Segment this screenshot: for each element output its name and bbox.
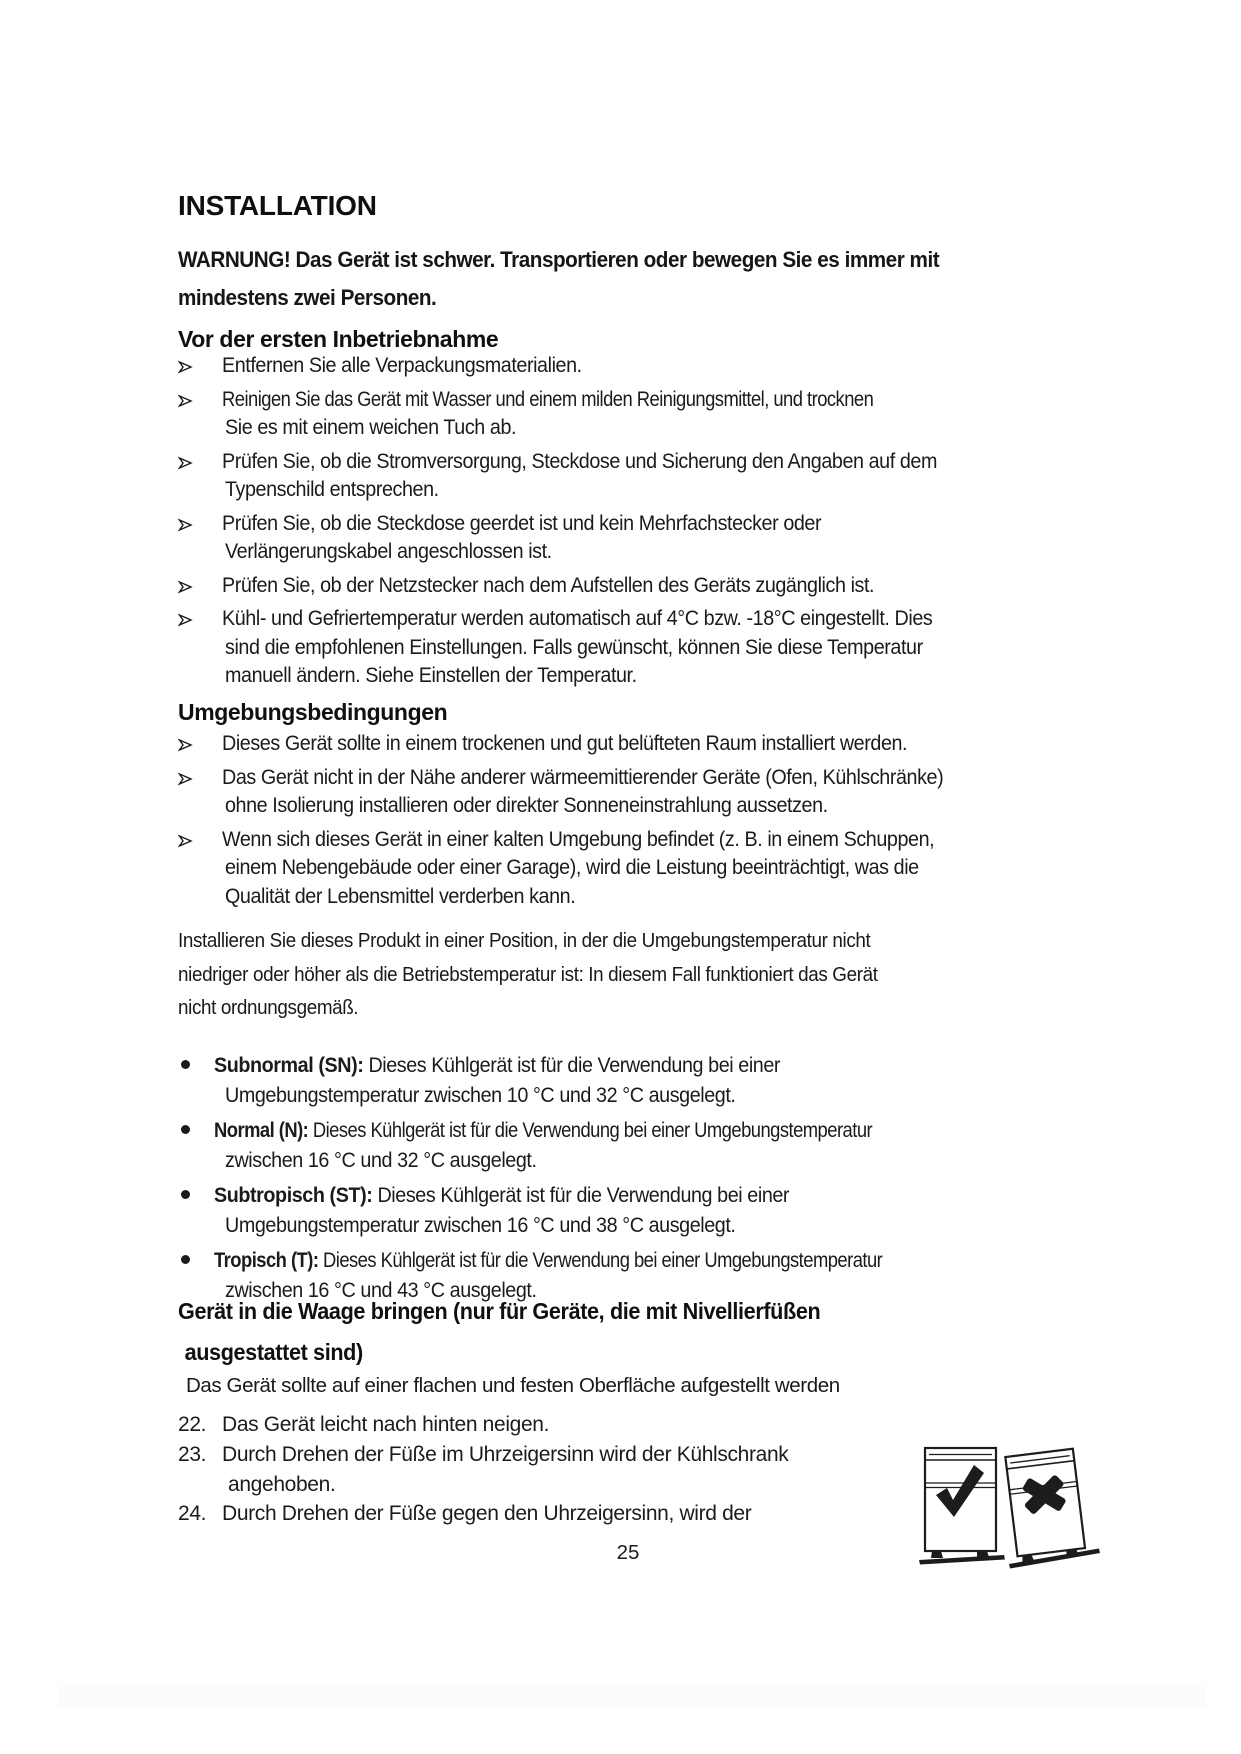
- list-item: [178, 572, 983, 601]
- text-line: Das Gerät leicht nach hinten neigen.: [222, 1413, 550, 1436]
- warning-paragraph: [178, 241, 988, 317]
- text-line: nicht ordnungsgemäß.: [178, 996, 359, 1019]
- list-item: [178, 730, 989, 759]
- ambient-conditions-list: [178, 730, 989, 911]
- list-item: [178, 826, 989, 912]
- list-item: [178, 1440, 788, 1500]
- text-line: Kühl- und Gefriertemperatur werden automatisch auf 4°C bzw. -18°C eingestellt. Dies: [222, 607, 933, 630]
- text-line: [214, 1051, 780, 1081]
- list-item: [178, 1499, 788, 1529]
- text-line: Qualität der Lebensmittel verderben kann.: [225, 884, 576, 908]
- leveling-steps-list: [178, 1410, 788, 1529]
- arrow-bullet-icon: [178, 450, 222, 479]
- list-item: [178, 352, 983, 381]
- text-line: WARNUNG! Das Gerät ist schwer. Transportieren oder bewegen Sie es immer mit: [178, 247, 940, 272]
- arrow-bullet-icon: [178, 766, 222, 795]
- text-line: Sie es mit einem weichen Tuch ab.: [225, 416, 517, 439]
- text-line: einem Nebengebäude oder einer Garage), wird die Leistung beeinträchtigt, was die: [225, 856, 919, 879]
- page-title: INSTALLATION: [178, 190, 377, 221]
- text-line: Wenn sich dieses Gerät in einer kalten Umgebung befindet (z. B. in einem Schuppen,: [222, 827, 935, 851]
- section-heading-before-first-use: Vor der ersten Inbetriebnahme: [178, 326, 499, 352]
- climate-class-list: [178, 1051, 978, 1306]
- text-line: angehoben.: [228, 1472, 336, 1496]
- text-line: mindestens zwei Personen.: [178, 285, 437, 310]
- step-number: 22.: [178, 1413, 207, 1436]
- climate-class-label: Subtropisch (ST):: [214, 1184, 373, 1207]
- list-item: [178, 448, 983, 505]
- text-line: ohne Isolierung installieren oder direkter Sonneneinstrahlung aussetzen.: [225, 794, 828, 817]
- text-line: zwischen 16 °C und 32 °C ausgelegt.: [225, 1149, 537, 1172]
- list-item: [178, 1181, 978, 1241]
- text-line: manuell ändern. Siehe Einstellen der Temperatur.: [225, 664, 637, 687]
- dot-bullet-icon: [178, 1116, 214, 1146]
- climate-class-text: Dieses Kühlgerät ist für die Verwendung bei einer Umgebungstemperatur: [318, 1249, 883, 1272]
- text-line: [214, 1116, 872, 1146]
- text-line: Reinigen Sie das Gerät mit Wasser und einem milden Reinigungsmittel, und trocknen: [222, 387, 874, 411]
- text-line: [214, 1181, 789, 1211]
- text-line: Prüfen Sie, ob die Steckdose geerdet ist und kein Mehrfachstecker oder: [222, 511, 822, 535]
- text-line: Das Gerät nicht in der Nähe anderer wärmeemittierender Geräte (Ofen, Kühlschränke): [222, 765, 944, 789]
- arrow-bullet-icon: [178, 574, 222, 603]
- text-line: Durch Drehen der Füße im Uhrzeigersinn wird der Kühlschrank: [222, 1442, 789, 1466]
- list-item: [178, 386, 983, 443]
- climate-class-text: Dieses Kühlgerät ist für die Verwendung bei einer Umgebungstemperatur: [308, 1119, 873, 1142]
- scan-artifact-strip: [58, 1682, 1206, 1707]
- section-heading-leveling: [178, 1291, 861, 1373]
- arrow-bullet-icon: [178, 388, 222, 417]
- list-item: [178, 605, 983, 691]
- text-line: Verlängerungskabel angeschlossen ist.: [225, 540, 552, 563]
- fridge-level-ok: [919, 1448, 1005, 1565]
- leveling-intro: Das Gerät sollte auf einer flachen und festen Oberfläche aufgestellt werden: [186, 1374, 840, 1397]
- step-number: 23.: [178, 1442, 207, 1466]
- text-line: Durch Drehen der Füße gegen den Uhrzeigersinn, wird der: [222, 1502, 752, 1526]
- step-number: 24.: [178, 1502, 207, 1526]
- text-line: ausgestattet sind): [184, 1339, 363, 1365]
- arrow-bullet-icon: [178, 512, 222, 541]
- fridge-tilted-bad: [1005, 1449, 1086, 1563]
- text-line: Umgebungstemperatur zwischen 16 °C und 38 °C ausgelegt.: [225, 1214, 736, 1237]
- list-item: [178, 1116, 978, 1176]
- text-line: Prüfen Sie, ob die Stromversorgung, Steckdose und Sicherung den Angaben auf dem: [222, 449, 938, 473]
- page-number: 25: [616, 1541, 640, 1564]
- text-line: niedriger oder höher als die Betriebstemperatur ist: In diesem Fall funktioniert das Gerät: [178, 962, 878, 986]
- fridge-leveling-illustration: [903, 1438, 1113, 1578]
- before-first-use-list: [178, 352, 983, 691]
- text-line: Installieren Sie dieses Produkt in einer Position, in der die Umgebungstemperatur nicht: [178, 929, 871, 952]
- text-line: Dieses Gerät sollte in einem trockenen und gut belüfteten Raum installiert werden.: [222, 732, 908, 755]
- text-line: zwischen 16 °C und 43 °C ausgelegt.: [225, 1279, 537, 1302]
- arrow-bullet-icon: [178, 607, 222, 636]
- text-line: Gerät in die Waage bringen (nur für Geräte, die mit Nivellierfüßen: [178, 1298, 821, 1324]
- climate-class-label: Normal (N):: [214, 1119, 309, 1142]
- climate-class-text: Dieses Kühlgerät ist für die Verwendung bei einer: [372, 1184, 790, 1207]
- arrow-bullet-icon: [178, 732, 222, 761]
- dot-bullet-icon: [178, 1051, 214, 1081]
- leveling-figure: [903, 1438, 1113, 1578]
- text-line: Prüfen Sie, ob der Netzstecker nach dem Aufstellen des Geräts zugänglich ist.: [222, 573, 875, 597]
- text-line: Umgebungstemperatur zwischen 10 °C und 32 °C ausgelegt.: [225, 1084, 736, 1107]
- section-heading-ambient-conditions: Umgebungsbedingungen: [178, 699, 448, 725]
- list-item: [178, 510, 983, 567]
- text-line: Entfernen Sie alle Verpackungsmaterialien.: [222, 354, 582, 377]
- text-line: sind die empfohlenen Einstellungen. Falls gewünscht, können Sie diese Temperatur: [225, 635, 923, 659]
- list-item: [178, 764, 989, 821]
- list-item: [178, 1410, 788, 1440]
- text-line: [214, 1246, 882, 1276]
- list-item: [178, 1051, 978, 1111]
- climate-class-label: Tropisch (T):: [214, 1249, 319, 1272]
- dot-bullet-icon: [178, 1181, 214, 1211]
- text-line: Typenschild entsprechen.: [225, 478, 439, 501]
- climate-class-text: Dieses Kühlgerät ist für die Verwendung bei einer: [363, 1054, 781, 1077]
- climate-class-label: Subnormal (SN):: [214, 1054, 364, 1077]
- arrow-bullet-icon: [178, 354, 222, 383]
- dot-bullet-icon: [178, 1246, 214, 1276]
- arrow-bullet-icon: [178, 828, 222, 857]
- position-note-paragraph: [178, 924, 938, 1025]
